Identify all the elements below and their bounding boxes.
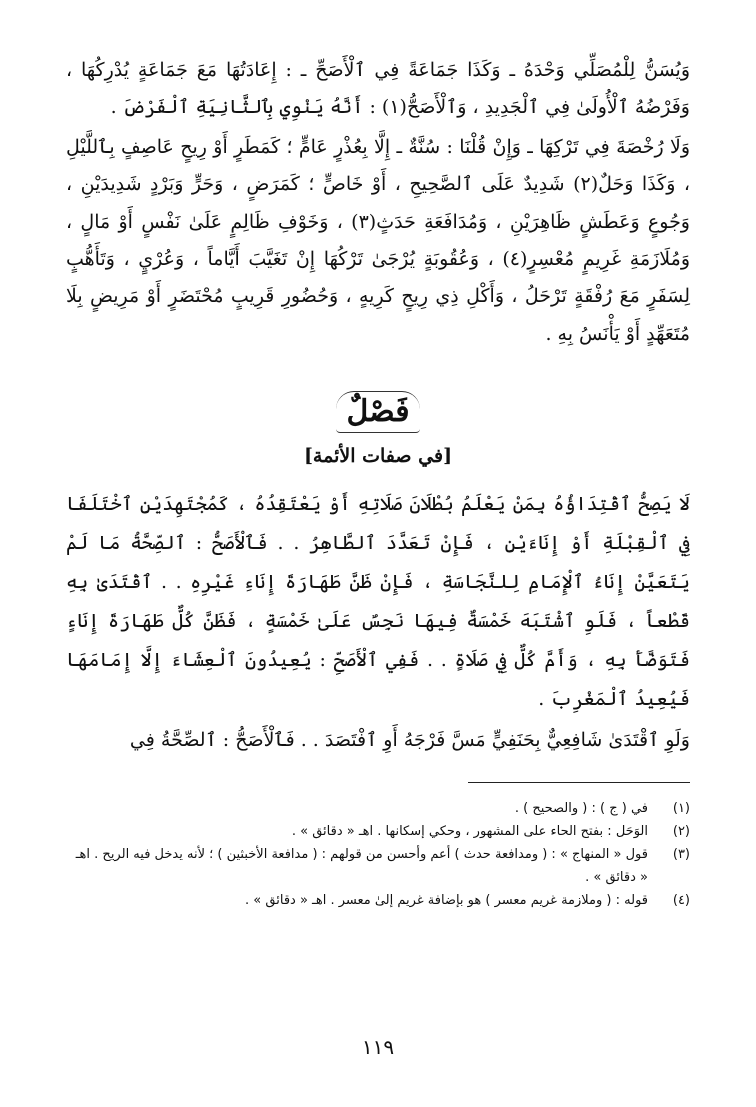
footnote-item <box>66 889 690 912</box>
footnote-divider <box>468 782 690 783</box>
section-prayer-congregation <box>66 52 690 353</box>
paragraph-repeat-prayer: وَيُسَنُّ لِلْمُصَلِّي وَحْدَهُ ـ وَكَذَا جَمَاعَةً فِي ٱلْأَصَحِّ ـ : إِعَادَتُهَا مَعَ جَمَاعَةٍ يُدْرِكُهَا ، وَفَرْضُهُ ٱلْأُولَىٰ فِي ٱلْجَدِيدِ ، وَٱلْأَصَحُّ(١) : أَنَّهُ يَنْوِي بِٱلثَّانِيَةِ ٱلْفَرْضَ . <box>66 59 690 119</box>
footnote-item <box>66 797 690 820</box>
footnote-text: قول « المنهاج » : ( ومدافعة حدث ) أعم وأحسن من قولهم : ( مدافعة الأخبثين ) ؛ لأنه يدخل فيه الريح . اهـ « دقائق » . <box>75 847 648 886</box>
footnote-item <box>66 843 690 889</box>
section-heading <box>66 391 690 473</box>
footnotes-list <box>66 797 690 912</box>
footnote-number: (٣) <box>672 847 690 863</box>
paragraph-excuses: وَلَا رُخْصَةَ فِي تَرْكِهَا ـ وَإِنْ قُلْنَا : سُنَّةٌ ـ إِلَّا بِعُذْرٍ عَامٍّ ؛ كَمَطَرٍ أَوْ رِيحٍ عَاصِفٍ بِٱللَّيْلِ ، وَكَذَا وَحَلٌ(٢) شَدِيدٌ عَلَى ٱلصَّحِيحِ ، أَوْ خَاصٍّ ؛ كَمَرَضٍ ، وَحَرٍّ وَبَرْدٍ شَدِيدَيْنِ ، وَجُوعٍ وَعَطَشٍ ظَاهِرَيْنِ ، وَمُدَافَعَةِ حَدَثٍ(٣) ، وَخَوْفِ ظَالِمٍ عَلَىٰ نَفْسٍ أَوْ مَالٍ ، وَمُلَازَمَةِ غَرِيمٍ مُعْسِرٍ(٤) ، وَعُقُوبَةٍ يُرْجَىٰ تَرْكُهَا إِنْ تَغَيَّبَ أَيَّاماً ، وَعُرْيٍ ، وَتَأَهُّبٍ لِسَفَرٍ مَعَ رُفْقَةٍ تَرْحَلُ ، وَأَكْلِ ذِي رِيحٍ كَرِيهٍ ، وَحُضُورِ قَرِيبٍ مُحْتَضَرٍ أَوْ مَرِيضٍ بِلَا مُتَعَهِّدٍ أَوْ يَأْنَسُ بِهِ . <box>66 135 690 345</box>
paragraph-invalid-following: لَا يَصِحُّ ٱقْتِدَاؤُهُ بِمَنْ يَعْلَمُ بُطْلَانَ صَلَاتِهِ أَوْ يَعْتَقِدُهُ ، كَمُجْتَهِدَيْنِ ٱخْتَلَفَا فِي ٱلْقِبْلَةِ أَوْ إِنَاءَيْنِ ، فَإِنْ تَعَدَّدَ ٱلطَّاهِرُ . . فَٱلْأَصَحُّ : ٱلصِّحَّةُ مَا لَمْ يَتَعَيَّنْ إِنَاءُ ٱلْإِمَامِ لِلنَّجَاسَةِ ، فَإِنْ ظَنَّ طَهَارَةَ إِنَاءِ غَيْرِهِ . . ٱقْتَدَىٰ بِهِ قَطْعاً ، فَلَوِ ٱشْتَبَهَ خَمْسَةٌ فِيهَا نَجِسٌ عَلَىٰ خَمْسَةٍ ، فَظَنَّ كُلٌّ طَهَارَةَ إِنَاءٍ فَتَوَضَّأَ بِهِ ، وَأَمَّ كُلٌّ فِي صَلَاةٍ . . فَفِي ٱلْأَصَحِّ : يُعِيدُونَ ٱلْعِشَاءَ إِلَّا إِمَامَهَا فَيُعِيدُ ٱلْمَغْرِبَ . <box>66 493 690 711</box>
footnote-text: قوله : ( وملازمة غريم معسر ) هو بإضافة غريم إلىٰ معسر . اهـ « دقائق » . <box>245 893 648 909</box>
fasl-ornament-heading: فَصْلٌ <box>336 391 419 433</box>
section-imam-qualities <box>66 485 690 760</box>
footnote-text: في ( ج ) : ( والصحيح ) . <box>514 801 648 817</box>
page-number: ١١٩ <box>361 1035 395 1059</box>
paragraph-shafii-hanafi: وَلَوِ ٱقْتَدَىٰ شَافِعِيٌّ بِحَنَفِيٍّ مَسَّ فَرْجَهُ أَوِ ٱفْتَصَدَ . . فَٱلْأَصَحُّ : ٱلصِّحَّةُ فِي <box>129 729 690 752</box>
book-page <box>66 52 690 1067</box>
footnote-number: (٢) <box>672 824 690 840</box>
footnote-number: (١) <box>672 801 690 817</box>
footnote-number: (٤) <box>672 893 690 909</box>
footnote-item <box>66 820 690 843</box>
section-subtitle: [في صفات الأئمة] <box>303 445 453 468</box>
footnote-text: الوَحَل : بفتح الحاء على المشهور ، وحكي إسكانها . اهـ « دقائق » . <box>291 824 648 840</box>
